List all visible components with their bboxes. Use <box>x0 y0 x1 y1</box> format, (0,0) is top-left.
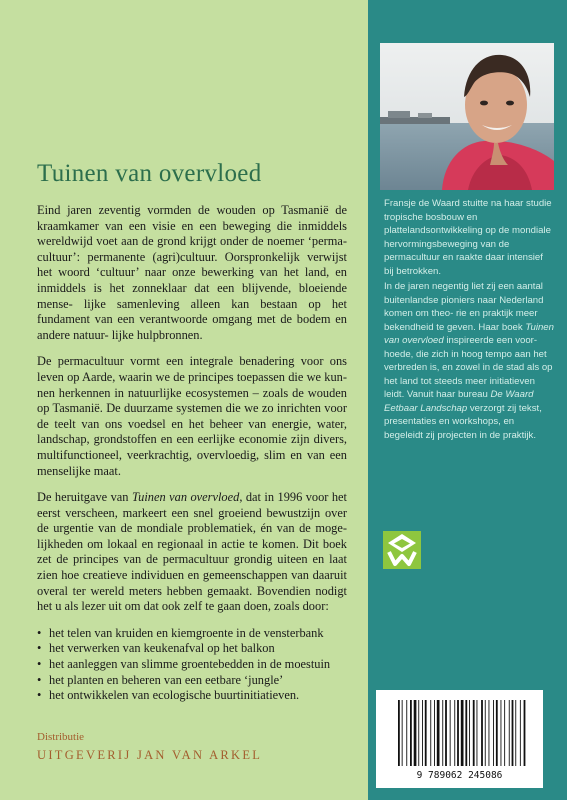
book-title-inline: Tuinen van overvloed <box>131 490 240 505</box>
bio-book-title: Tuinen van overvloed <box>384 321 554 346</box>
list-item: • het aanleggen van slimme groentebedden in de moestuin <box>37 657 347 673</box>
list-item: • het ontwikkelen van ecologische buurtinitiatieven. <box>37 688 347 704</box>
bio-paragraph-2 <box>384 280 554 442</box>
paragraph-1: Eind jaren zeventig vormden de wouden op Tasmanië de kraamkamer van een visie en een beweging die inmiddels wereldwijd voet aan de grond krijgt onder de noemer ‘perma- cultuur’: permanente (agri)cultuur. Oorspronkelijk verwijst het woord ‘cultuur’ naar onze bewerking van het land, en inmiddels is het zonneklaar dat een blijvende, bloeiende mense- lijke samenleving alleen kan bestaan op het fundament van een verantwoorde omgang met de bodem en andere natuur- lijke hulpbronnen. <box>37 203 347 342</box>
distribution-block <box>37 730 262 764</box>
barcode-number: 9 789062 245086 <box>416 770 503 781</box>
distribution-label: Distributie <box>37 731 85 743</box>
barcode <box>376 690 543 788</box>
paragraph-3 <box>37 490 347 615</box>
back-cover-text <box>37 203 347 704</box>
list-item: • het telen van kruiden en kiemgroente in de vensterbank <box>37 626 347 642</box>
book-title: Tuinen van overvloed <box>37 160 262 187</box>
activity-list <box>37 626 347 704</box>
paragraph-2: De permacultuur vormt een integrale benadering voor ons leven op Aarde, waarin we de principes toepassen die we kun- nen herkennen in natuurlijke ecosystemen – zoals de wouden op Tasmanië. De duurzame systemen die we zo inrichten voor de teelt van ons voedsel en het beheer van energie, water, landschap, grondstoffen en een eerlijke economie zijn divers, multifunctioneel, veerkrachtig, overvloedig, slim en van een menselijke maat. <box>37 354 347 478</box>
list-item: • het planten en beheren van een eetbare ‘jungle’ <box>37 673 347 689</box>
author-bio <box>384 197 554 444</box>
author-column <box>368 0 567 800</box>
bio-paragraph-1: Fransje de Waard stuitte na haar studie tropische bosbouw en plattelandsontwikkeling op de mondiale hervormingsbeweging van de permacultuur en raakte daar intensief bij betrokken. <box>384 198 552 277</box>
bio-bureau-name: De Waard Eetbaar Landschap <box>384 389 534 414</box>
bio-text: inspireerde een voor- hoede, die zich in hoog tempo aan het verbreden is, en zowel in de stad als op het land tot steeds meer initiatieven leidt. Vanuit haar bureau <box>384 335 553 400</box>
paragraph-3-start: De heruitgave van <box>37 490 132 505</box>
bio-text: In de jaren negentig liet zij een aantal buitenlandse pioniers naar Nederland komen om theo- rie en praktijk meer bekendheid te geven. Haar boek <box>384 281 544 333</box>
bio-text: verzorgt zij tekst, presentaties en workshops, en begeleidt zij projecten in de praktijk. <box>384 402 542 441</box>
publisher-name: UITGEVERIJ JAN VAN ARKEL <box>37 748 263 762</box>
publisher-logo-icon <box>383 531 421 569</box>
author-photo <box>380 43 554 190</box>
paragraph-3-rest: , dat in 1996 voor het eerst verscheen, markeert een snel groeiend bewustzijn over de urgentie van de mondiale problematiek, én van de moge- lijkheden om lokaal en regionaal in actie te komen. Dit boek zet de principes van de permacultuur grondig uiteen en laat zien hoe creatieve individuen en gemeenschappen van daaruit overal ter wereld meters hebben gemaakt. Bovendien nodigt het u als lezer uit om dat ook zelf te gaan doen, zoals door: <box>37 490 347 614</box>
list-item: • het verwerken van keukenafval op het balkon <box>37 641 347 657</box>
